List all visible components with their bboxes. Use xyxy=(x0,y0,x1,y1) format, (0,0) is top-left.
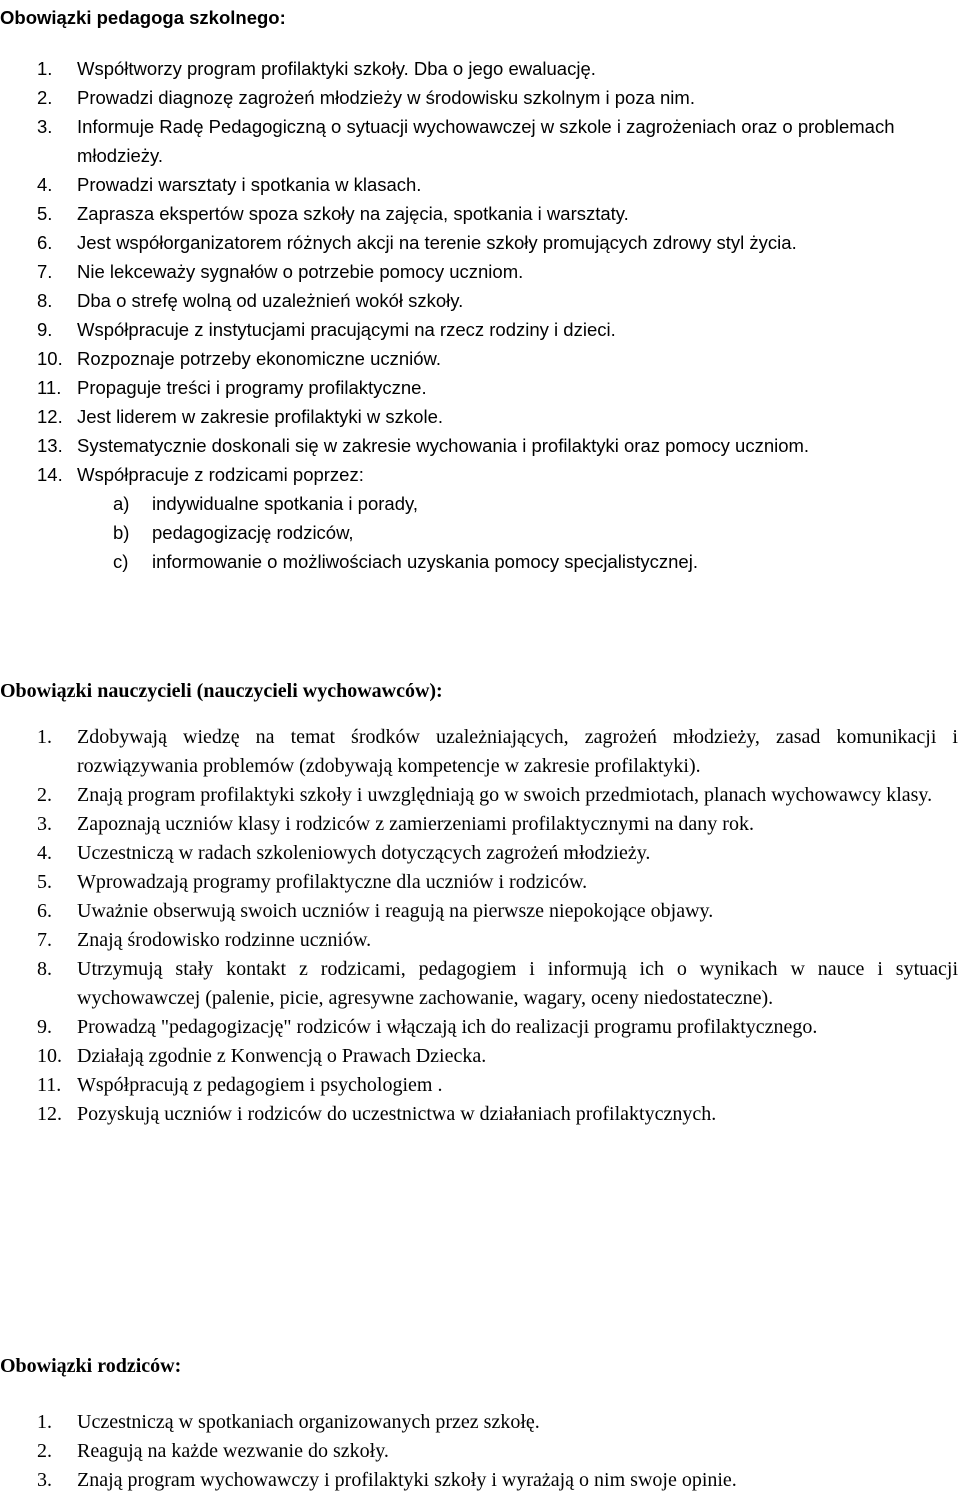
item-text: Uczestniczą w spotkaniach organizowanych przez szkołę. xyxy=(77,1411,540,1433)
list-item xyxy=(0,373,960,402)
item-text: Prowadzi warsztaty i spotkania w klasach. xyxy=(77,174,422,195)
item-text: pedagogizację rodziców, xyxy=(152,522,354,543)
section-heading: Obowiązki nauczycieli (nauczycieli wychowawców): xyxy=(0,680,443,702)
item-text: Znają środowisko rodzinne uczniów. xyxy=(77,929,372,951)
list-item xyxy=(0,286,960,315)
parent-cooperation-sublist xyxy=(0,489,960,576)
item-text: Współpracuje z rodzicami poprzez: xyxy=(77,464,364,485)
item-number: 6. xyxy=(37,900,52,922)
item-number: 13. xyxy=(37,435,63,456)
list-item xyxy=(0,723,960,781)
item-text: Współpracuje z instytucjami pracującymi na rzecz rodziny i dzieci. xyxy=(77,319,616,340)
item-text: Współpracują z pedagogiem i psychologiem . xyxy=(77,1074,443,1096)
list-item xyxy=(0,518,960,547)
list-item xyxy=(0,1466,960,1495)
item-number: 7. xyxy=(37,261,53,282)
list-item xyxy=(0,1437,960,1466)
section-heading: Obowiązki pedagoga szkolnego: xyxy=(0,7,286,28)
list-item xyxy=(0,315,960,344)
section-heading: Obowiązki rodziców: xyxy=(0,1355,182,1377)
item-number: 12. xyxy=(37,1103,62,1125)
list-item xyxy=(0,1408,960,1437)
item-number: 5. xyxy=(37,203,53,224)
item-number: 1. xyxy=(37,58,53,79)
item-text: Wprowadzają programy profilaktyczne dla uczniów i rodziców. xyxy=(77,871,588,893)
item-text: Zaprasza ekspertów spoza szkoły na zajęcia, spotkania i warsztaty. xyxy=(77,203,629,224)
item-text: Znają program wychowawczy i profilaktyki szkoły i wyrażają o nim swoje opinie. xyxy=(77,1469,737,1491)
item-number: 4. xyxy=(37,174,53,195)
item-number: 11. xyxy=(37,377,62,398)
item-number: 7. xyxy=(37,929,52,951)
item-number: 11. xyxy=(37,1074,62,1096)
item-text: Zdobywają wiedzę na temat środków uzależniających, zagrożeń młodzieży, zasad komunikacji i rozwiązywania problemów (zdobywają kompetencje w zakresie profilaktyki). xyxy=(77,726,958,777)
item-number: 6. xyxy=(37,232,53,253)
item-number: 10. xyxy=(37,1045,62,1067)
list-item xyxy=(0,897,960,926)
item-number: 1. xyxy=(37,726,52,748)
list-item xyxy=(0,228,960,257)
item-number: 8. xyxy=(37,290,53,311)
item-text: Rozpoznaje potrzeby ekonomiczne uczniów. xyxy=(77,348,442,369)
list-item xyxy=(0,199,960,228)
item-text: Prowadzą "pedagogizację" rodziców i włączają ich do realizacji programu profilaktycznego. xyxy=(77,1016,818,1038)
list-item xyxy=(0,257,960,286)
item-text: Informuje Radę Pedagogiczną o sytuacji wychowawczej w szkole i zagrożeniach oraz o problemach młodzieży. xyxy=(77,116,895,166)
item-text: Reagują na każde wezwanie do szkoły. xyxy=(77,1440,389,1462)
section-pedagog-duties xyxy=(0,0,960,576)
item-text: Zapoznają uczniów klasy i rodziców z zamierzeniami profilaktycznymi na dany rok. xyxy=(77,813,754,835)
list-item xyxy=(0,1071,960,1100)
item-number: 2. xyxy=(37,784,52,806)
list-item xyxy=(0,431,960,460)
list-item xyxy=(0,1013,960,1042)
item-text: Propaguje treści i programy profilaktyczne. xyxy=(77,377,427,398)
item-number: 4. xyxy=(37,842,52,864)
list-item xyxy=(0,926,960,955)
item-text: Prowadzi diagnozę zagrożeń młodzieży w środowisku szkolnym i poza nim. xyxy=(77,87,695,108)
item-number: 12. xyxy=(37,406,63,427)
item-number: 2. xyxy=(37,1440,52,1462)
pedagog-duties-list xyxy=(0,54,960,489)
item-text: Jest liderem w zakresie profilaktyki w szkole. xyxy=(77,406,443,427)
item-number: 3. xyxy=(37,813,52,835)
list-item xyxy=(0,344,960,373)
list-item xyxy=(0,170,960,199)
item-text: Działają zgodnie z Konwencją o Prawach Dziecka. xyxy=(77,1045,487,1067)
item-number: 2. xyxy=(37,87,53,108)
list-item xyxy=(0,460,960,489)
item-number: 8. xyxy=(37,958,52,980)
list-item xyxy=(0,1042,960,1071)
item-letter: b) xyxy=(113,522,130,543)
list-item xyxy=(0,54,960,83)
section-teacher-duties xyxy=(0,676,960,1129)
item-text: indywidualne spotkania i porady, xyxy=(152,493,419,514)
item-number: 9. xyxy=(37,319,53,340)
item-text: Dba o strefę wolną od uzależnień wokół szkoły. xyxy=(77,290,464,311)
list-item xyxy=(0,402,960,431)
item-number: 3. xyxy=(37,1469,52,1491)
item-text: Uważnie obserwują swoich uczniów i reagują na pierwsze niepokojące objawy. xyxy=(77,900,714,922)
item-number: 5. xyxy=(37,871,52,893)
item-text: Nie lekceważy sygnałów o potrzebie pomocy uczniom. xyxy=(77,261,524,282)
parent-duties-list xyxy=(0,1408,960,1495)
item-letter: c) xyxy=(113,551,129,572)
list-item xyxy=(0,810,960,839)
teacher-duties-list xyxy=(0,723,960,1129)
item-text: Współtworzy program profilaktyki szkoły. Dba o jego ewaluację. xyxy=(77,58,596,79)
item-text: Uczestniczą w radach szkoleniowych dotyczących zagrożeń młodzieży. xyxy=(77,842,651,864)
item-text: Systematycznie doskonali się w zakresie wychowania i profilaktyki oraz pomocy uczniom. xyxy=(77,435,810,456)
list-item xyxy=(0,781,960,810)
item-number: 3. xyxy=(37,116,53,137)
item-text: Pozyskują uczniów i rodziców do uczestnictwa w działaniach profilaktycznych. xyxy=(77,1103,717,1125)
section-parent-duties xyxy=(0,1351,960,1495)
list-item xyxy=(0,83,960,112)
item-text: informowanie o możliwościach uzyskania pomocy specjalistycznej. xyxy=(152,551,698,572)
list-item xyxy=(0,868,960,897)
item-number: 1. xyxy=(37,1411,52,1433)
list-item xyxy=(0,547,960,576)
list-item xyxy=(0,489,960,518)
item-letter: a) xyxy=(113,493,130,514)
item-number: 10. xyxy=(37,348,63,369)
list-item xyxy=(0,839,960,868)
item-text: Znają program profilaktyki szkoły i uwzględniają go w swoich przedmiotach, planach wychowawcy klasy. xyxy=(77,784,933,806)
item-text: Utrzymują stały kontakt z rodzicami, pedagogiem i informują ich o wynikach w nauce i sytuacji wychowawczej (palenie, picie, agresywne zachowanie, wagary, oceny niedostateczne). xyxy=(77,958,958,1009)
item-text: Jest współorganizatorem różnych akcji na terenie szkoły promujących zdrowy styl życia. xyxy=(77,232,797,253)
list-item xyxy=(0,1100,960,1129)
list-item xyxy=(0,112,960,170)
item-number: 9. xyxy=(37,1016,52,1038)
list-item xyxy=(0,955,960,1013)
item-number: 14. xyxy=(37,464,63,485)
